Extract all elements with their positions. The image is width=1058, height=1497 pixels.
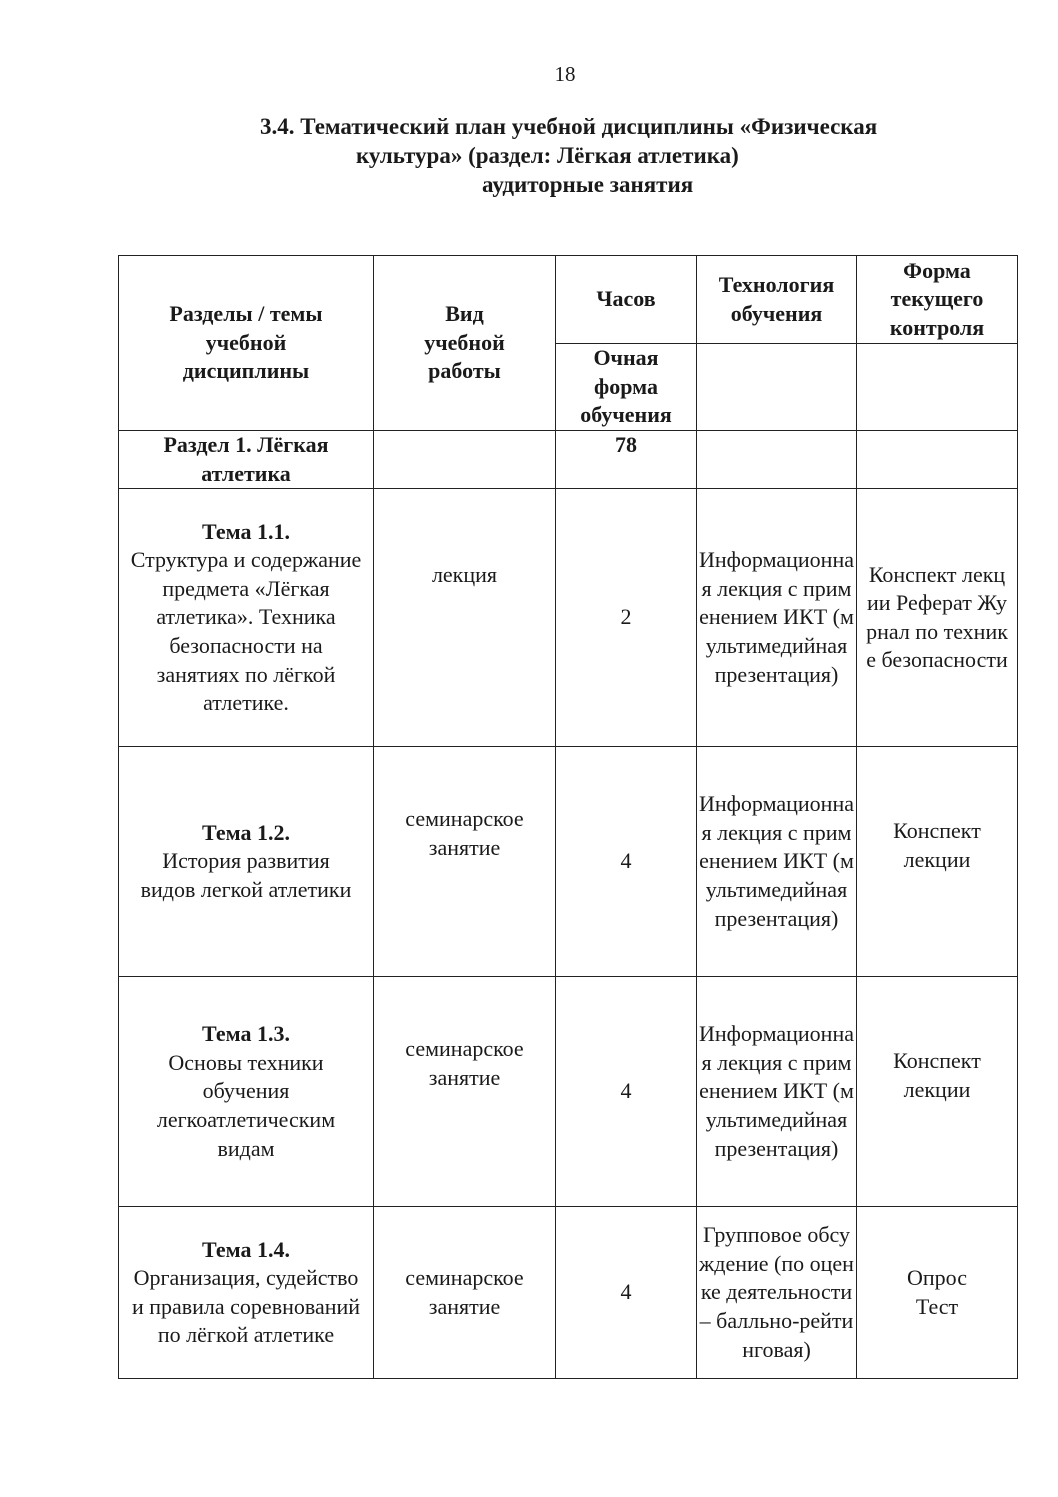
section-work-type-empty — [374, 431, 556, 489]
title-line-1: 3.4. Тематический план учебной дисциплины «Физическая — [260, 114, 878, 139]
header-control: Форма текущего контроля — [857, 256, 1018, 344]
technology-cell: Информационная лекция с применением ИКТ (мультимедийная презентация) — [697, 977, 857, 1207]
technology-cell: Информационная лекция с применением ИКТ (мультимедийная презентация) — [697, 489, 857, 747]
topic-cell — [119, 747, 374, 977]
hours-cell: 4 — [556, 1207, 697, 1379]
section-control-empty — [857, 431, 1018, 489]
hours-cell: 2 — [556, 489, 697, 747]
topic-label: Тема 1.3. — [202, 1021, 290, 1047]
section-technology-empty — [697, 431, 857, 489]
table-row — [119, 977, 1018, 1207]
title-line-2: культура» (раздел: Лёгкая атлетика) — [356, 143, 739, 168]
topic-text: Основы техники обучения легкоатлетическим видам — [156, 1049, 336, 1161]
topic-text: Организация, судейство и правила соревнований по лёгкой атлетике — [131, 1265, 361, 1348]
control-cell: Конспект лекции Реферат Журнал по технике безопасности — [857, 489, 1018, 747]
topic-label: Тема 1.4. — [202, 1236, 290, 1262]
topic-label: Тема 1.2. — [202, 819, 290, 845]
technology-cell: Групповое обсуждение (по оценке деятельности – балльно-рейтинговая) — [697, 1207, 857, 1379]
work-type-cell: лекция — [374, 489, 556, 747]
page-number: 18 — [554, 62, 576, 86]
topic-label: Тема 1.1. — [202, 518, 290, 544]
topic-cell — [119, 1207, 374, 1379]
header-hours-sub: Очная форма обучения — [556, 344, 697, 431]
header-hours: Часов — [556, 256, 697, 344]
topic-cell — [119, 489, 374, 747]
topic-text: История развития видов легкой атлетики — [140, 848, 352, 902]
topic-cell — [119, 977, 374, 1207]
work-type-cell: семинарское занятие — [374, 747, 556, 977]
section-hours: 78 — [556, 431, 697, 489]
section-title: Раздел 1. Лёгкая атлетика — [119, 431, 374, 489]
control-cell: Опрос Тест — [857, 1207, 1018, 1379]
technology-cell: Информационная лекция с применением ИКТ (мультимедийная презентация) — [697, 747, 857, 977]
header-sections: Разделы / темы учебной дисциплины — [119, 256, 374, 431]
thematic-plan-table — [118, 255, 1018, 1379]
title-line-3: аудиторные занятия — [482, 172, 694, 197]
header-control-empty — [857, 344, 1018, 431]
header-technology: Технология обучения — [697, 256, 857, 344]
header-work-type: Вид учебной работы — [374, 256, 556, 431]
table-row — [119, 747, 1018, 977]
work-type-cell: семинарское занятие — [374, 977, 556, 1207]
hours-cell: 4 — [556, 747, 697, 977]
topic-text: Структура и содержание предмета «Лёгкая атлетика». Техника безопасности на занятиях по лёгкой атлетике. — [130, 547, 362, 716]
work-type-cell: семинарское занятие — [374, 1207, 556, 1379]
table-row — [119, 1207, 1018, 1379]
control-cell: Конспект лекции — [857, 977, 1018, 1207]
header-technology-empty — [697, 344, 857, 431]
control-cell: Конспект лекции — [857, 747, 1018, 977]
table-row — [119, 489, 1018, 747]
hours-cell: 4 — [556, 977, 697, 1207]
